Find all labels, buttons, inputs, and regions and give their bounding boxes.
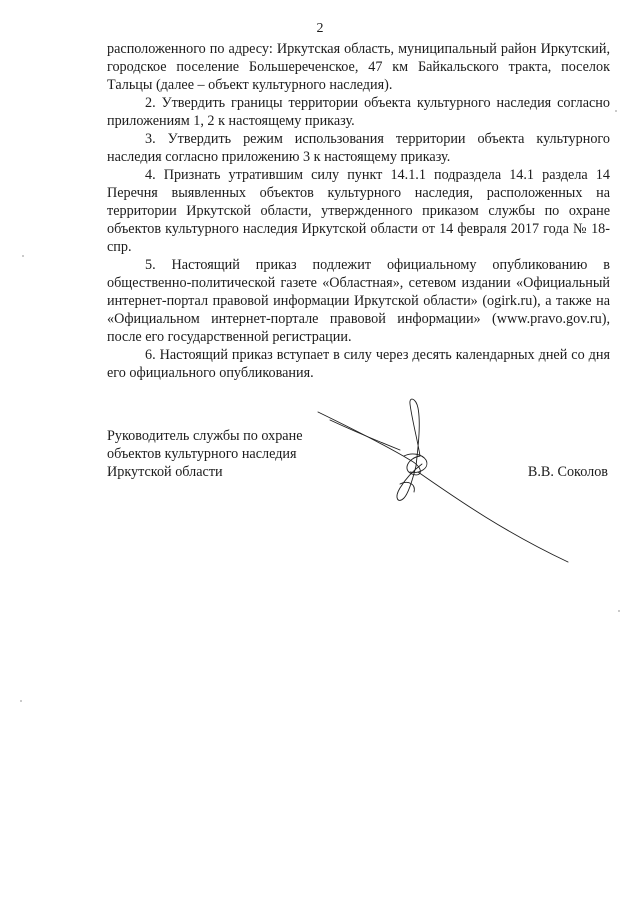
document-body <box>107 40 610 382</box>
signer-name: В.В. Соколов <box>527 464 608 480</box>
scan-speck <box>22 255 24 257</box>
page-number: 2 <box>316 21 324 36</box>
paragraph-item-6: 6. Настоящий приказ вступает в силу через десять календарных дней со дня его официального опубликования. <box>107 347 610 381</box>
signer-position-line: Руководитель службы по охране <box>107 428 303 444</box>
paragraph-item-3: 3. Утвердить режим использования территории объекта культурного наследия согласно приложению 3 к настоящему приказу. <box>107 131 610 165</box>
handwritten-signature <box>300 390 590 570</box>
scan-speck <box>20 700 22 702</box>
paragraph-item-2: 2. Утвердить границы территории объекта культурного наследия согласно приложениям 1, 2 к настоящему приказу. <box>107 95 610 129</box>
paragraph-item-5: 5. Настоящий приказ подлежит официальному опубликованию в общественно-политической газете «Областная», сетевом издании «Официальный интернет-портал правовой информации Иркутской области» (ogirk.ru), а также на «Официальном интернет-портале правовой информации» (www.pravo.gov.ru), после его государственной регистрации. <box>107 257 610 345</box>
signer-position-line: Иркутской области <box>107 464 223 480</box>
paragraph-address: расположенного по адресу: Иркутская область, муниципальный район Иркутский, городское поселение Большереченское, 47 км Байкальского тракта, поселок Тальцы (далее – объект культурного наследия). <box>107 41 610 93</box>
paragraph-item-4: 4. Признать утратившим силу пункт 14.1.1 подраздела 14.1 раздела 14 Перечня выявленных объектов культурного наследия, расположенных на территории Иркутской области, утвержденного приказом службы по охране объектов культурного наследия Иркутской области от 14 февраля 2017 года № 18-спр. <box>107 167 610 255</box>
scan-speck <box>615 110 617 112</box>
scan-speck <box>618 610 620 612</box>
signer-position-line: объектов культурного наследия <box>107 446 297 462</box>
